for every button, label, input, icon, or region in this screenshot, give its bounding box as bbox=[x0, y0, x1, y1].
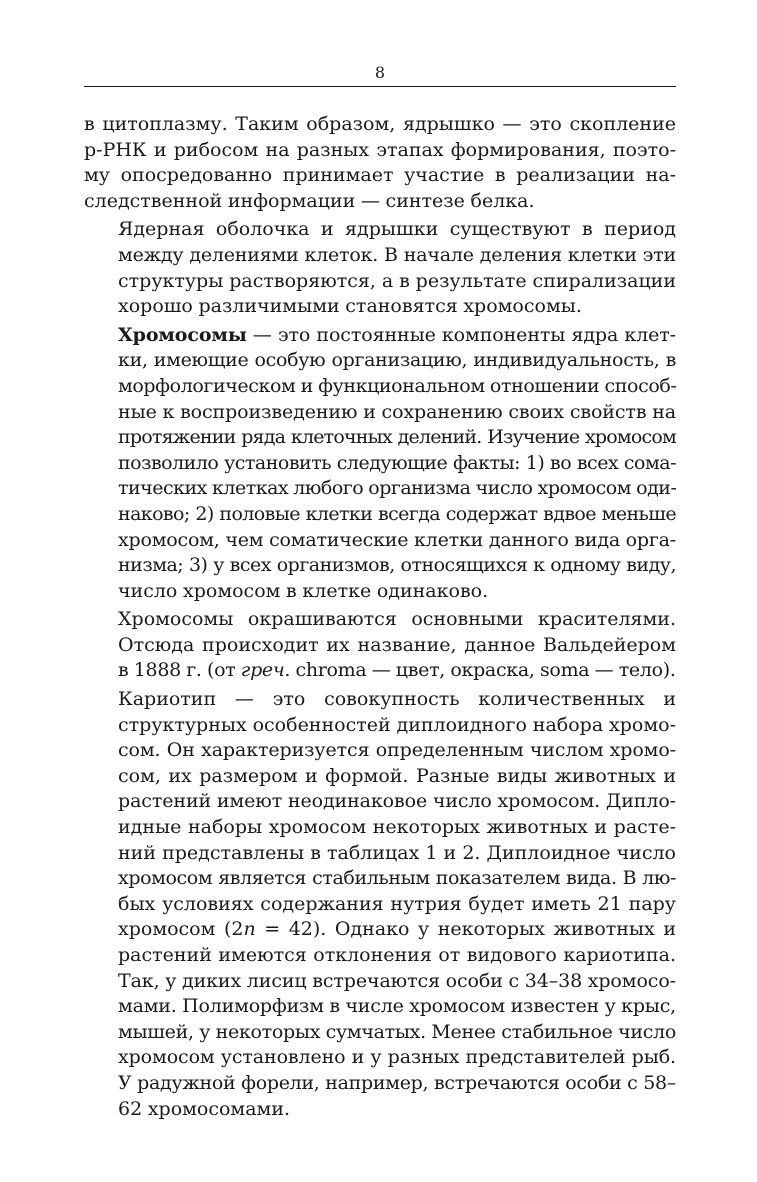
text-line: хорошо различимыми становятся хромосомы. bbox=[118, 295, 582, 318]
text-line: мышей, у некоторых сумчатых. Менее стабильное число bbox=[118, 1020, 676, 1043]
text-line: следственной информации — синтезе белка. bbox=[84, 189, 535, 212]
text-line: мами. Полиморфизм в числе хромосом известен у крыс, bbox=[118, 995, 676, 1018]
text-line bbox=[84, 658, 676, 684]
text-fragment: в 1888 г. (от bbox=[118, 659, 241, 682]
text-line: растений имеются отклонения от видового кариотипа. bbox=[118, 944, 676, 966]
text-line: растений имеют неодинаковое число хромосом. Дипло- bbox=[118, 790, 676, 813]
term-chromosomes: Хромосомы bbox=[118, 323, 247, 346]
page-body bbox=[84, 112, 676, 1122]
text-line: бых условиях содержания нутрия будет иметь 21 пару bbox=[118, 892, 676, 915]
text-line: му опосредованно принимает участие в реализации на- bbox=[84, 164, 676, 187]
paragraph-staining bbox=[84, 607, 676, 684]
text-line: р-РНК и рибосом на разных этапах формирования, поэто- bbox=[84, 138, 676, 161]
text-line: низма; 3) у всех организмов, относящихся к одному виду, bbox=[118, 554, 676, 577]
text-line: хромосом, чем соматические клетки данного вида орга- bbox=[118, 528, 676, 551]
text-line: хромосом установлено и у разных представителей рыб. bbox=[118, 1046, 676, 1069]
paragraph-karyotype bbox=[84, 687, 676, 1122]
page-number: 8 bbox=[374, 63, 386, 82]
text-line: сом, их размером и формой. Разные виды животных и bbox=[118, 764, 676, 787]
text-line: число хромосом в клетке одинаково. bbox=[118, 579, 489, 602]
formula-variable: n bbox=[243, 918, 256, 941]
text-line: структуры растворяются, а в результате спирализации bbox=[118, 269, 676, 292]
text-line: Отсюда происходит их название, данное Вальдейером bbox=[118, 633, 676, 656]
text-line: 62 хромосомами. bbox=[118, 1097, 291, 1120]
text-line: У радужной форели, например, встречаются особи с 58– bbox=[118, 1071, 676, 1094]
text-fragment: хромосом (2 bbox=[118, 918, 244, 941]
text-fragment: = 42). Однако у некоторых животных и bbox=[255, 918, 676, 941]
text-line: между делениями клеток. В начале деления клетки эти bbox=[118, 243, 676, 266]
paragraph-2 bbox=[84, 217, 676, 319]
text-line: ки, имеющие особую организацию, индивидуальность, в bbox=[118, 349, 676, 372]
text-line: наково; 2) половые клетки всегда содержат вдвое меньше bbox=[118, 502, 676, 525]
text-line: хромосом является стабильным показателем вида. В лю- bbox=[118, 867, 676, 890]
page-header bbox=[84, 60, 676, 87]
text-line: ний представлены в таблицах 1 и 2. Диплоидное число bbox=[118, 841, 676, 864]
text-line: тических клетках любого организма число хромосом оди- bbox=[118, 477, 677, 500]
text-line: ные к воспроизведению и сохранению своих свойств на bbox=[118, 400, 676, 423]
text-line: в цитоплазму. Таким образом, ядрышко — это скопление bbox=[84, 113, 676, 135]
text-line: Кариотип — это совокупность количественных и bbox=[118, 688, 676, 711]
text-line: морфологическом и функциональном отношении способ- bbox=[118, 374, 677, 397]
text-line: протяжении ряда клеточных делений. Изучение хромосом bbox=[118, 426, 676, 449]
text-line bbox=[84, 917, 676, 943]
text-line: структурных особенностей диплоидного набора хромо- bbox=[118, 713, 676, 736]
text-fragment: — это постоянные компоненты ядра клет- bbox=[246, 323, 676, 346]
text-line: сом. Он характеризуется определенным числом хромо- bbox=[118, 739, 676, 762]
text-line: Ядерная оболочка и ядрышки существуют в период bbox=[118, 218, 676, 241]
text-fragment: . chroma — цвет, окраска, soma — тело). bbox=[284, 659, 676, 682]
text-line: позволило установить следующие факты: 1) во всех сома- bbox=[118, 451, 676, 474]
paragraph-1 bbox=[84, 112, 676, 214]
italic-abbrev: греч bbox=[240, 659, 285, 682]
text-line: Так, у диких лисиц встречаются особи с 34–38 хромосо- bbox=[118, 969, 676, 992]
text-line bbox=[84, 323, 676, 349]
text-line: Хромосомы окрашиваются основными красителями. bbox=[118, 608, 676, 631]
text-line: идные наборы хромосом некоторых животных и расте- bbox=[118, 816, 676, 839]
paragraph-chromosomes bbox=[84, 323, 676, 605]
